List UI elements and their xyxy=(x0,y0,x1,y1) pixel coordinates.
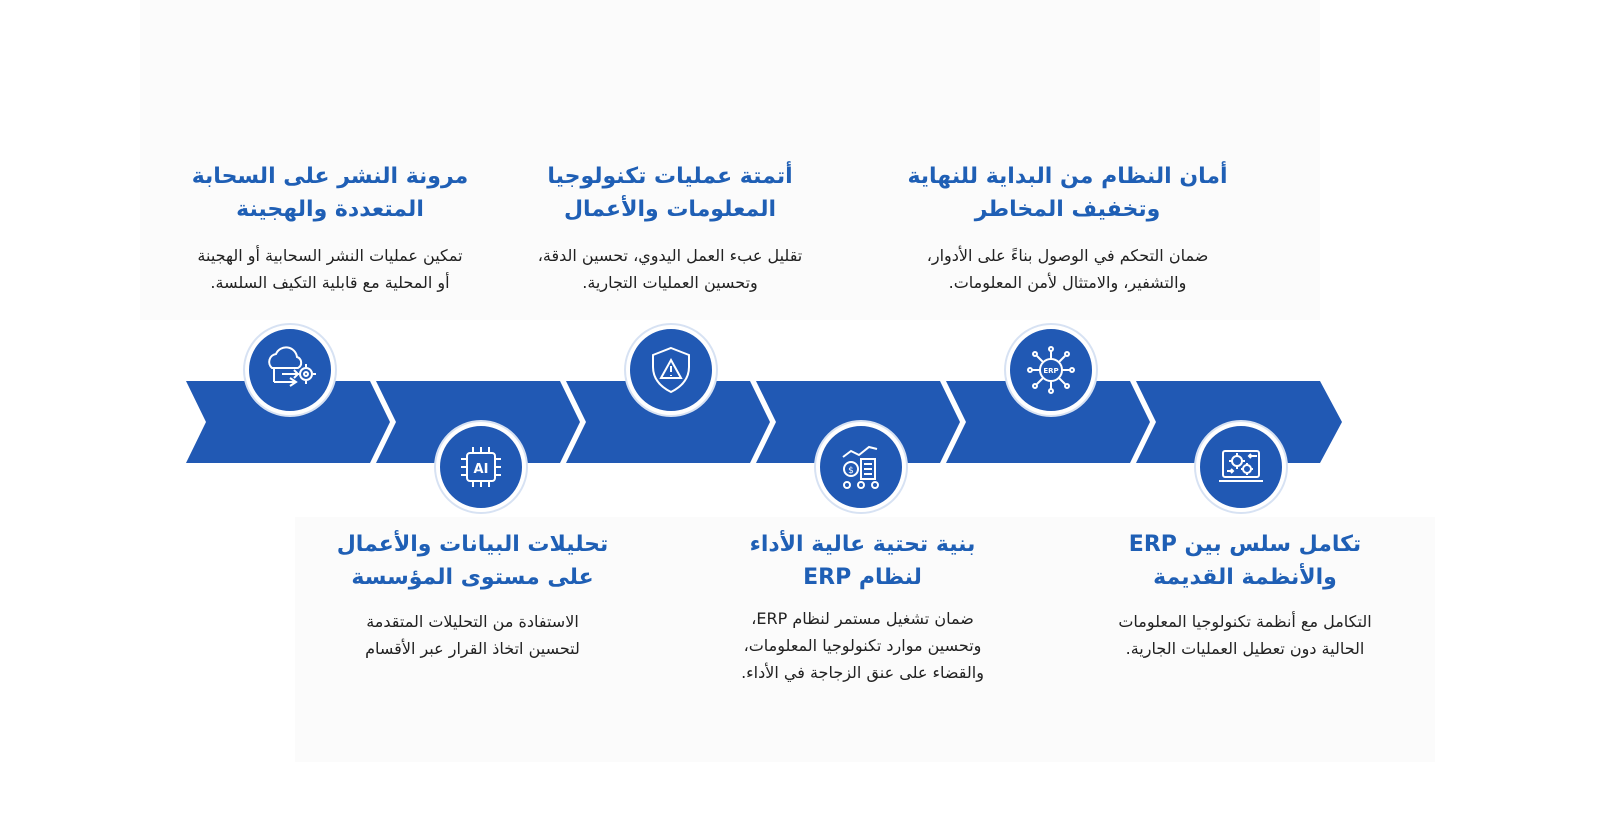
badge-shield xyxy=(626,325,716,415)
step-title-infrastructure: بنية تحتية عالية الأداء لنظام ERP xyxy=(749,532,976,590)
cloud-gear-icon xyxy=(260,340,320,400)
step-desc-integration: التكامل مع أنظمة تكنولوجيا المعلومات الحالية دون تعطيل العمليات الجارية. xyxy=(1118,612,1372,658)
step-title-cloud: مرونة النشر على السحابة المتعددة والهجينة xyxy=(191,164,469,222)
step-desc-cloud: تمكين عمليات النشر السحابية أو الهجينة أو المحلية مع قابلية التكيف السلسة. xyxy=(197,246,463,292)
step-title-security: أمان النظام من البداية للنهاية وتخفيف المخاطر xyxy=(907,164,1228,222)
badge-integration xyxy=(1196,422,1286,512)
step-desc-analytics: الاستفادة من التحليلات المتقدمة لتحسين اتخاذ القرار عبر الأقسام xyxy=(365,612,580,658)
badge-infrastructure xyxy=(816,422,906,512)
badge-ai xyxy=(436,422,526,512)
ai-chip-icon xyxy=(451,437,511,497)
badge-cloud xyxy=(245,325,335,415)
step-title-analytics: تحليلات البيانات والأعمال على مستوى المؤسسة xyxy=(336,532,609,590)
svg-text:ERP: ERP xyxy=(1043,367,1059,375)
erp-network-icon xyxy=(1021,340,1081,400)
svg-text:AI: AI xyxy=(473,462,489,477)
step-desc-automation: تقليل عبء العمل اليدوي، تحسين الدقة، وتحسين العمليات التجارية. xyxy=(537,246,803,292)
step-desc-security: ضمان التحكم في الوصول بناءً على الأدوار، والتشفير، والامتثال لأمن المعلومات. xyxy=(926,246,1209,292)
step-title-automation: أتمتة عمليات تكنولوجيا المعلومات والأعمال xyxy=(547,164,793,222)
badge-erp xyxy=(1006,325,1096,415)
step-title-integration: تكامل سلس بين ERP والأنظمة القديمة xyxy=(1128,532,1362,590)
shield-warning-icon xyxy=(641,340,701,400)
integration-gears-icon xyxy=(1211,437,1271,497)
svg-text:$: $ xyxy=(848,466,854,476)
step-desc-infrastructure: ضمان تشغيل مستمر لنظام ERP، وتحسين موارد تكنولوجيا المعلومات، والقضاء على عنق الزجاجة في الأداء. xyxy=(741,609,984,682)
infrastructure-icon xyxy=(831,437,891,497)
